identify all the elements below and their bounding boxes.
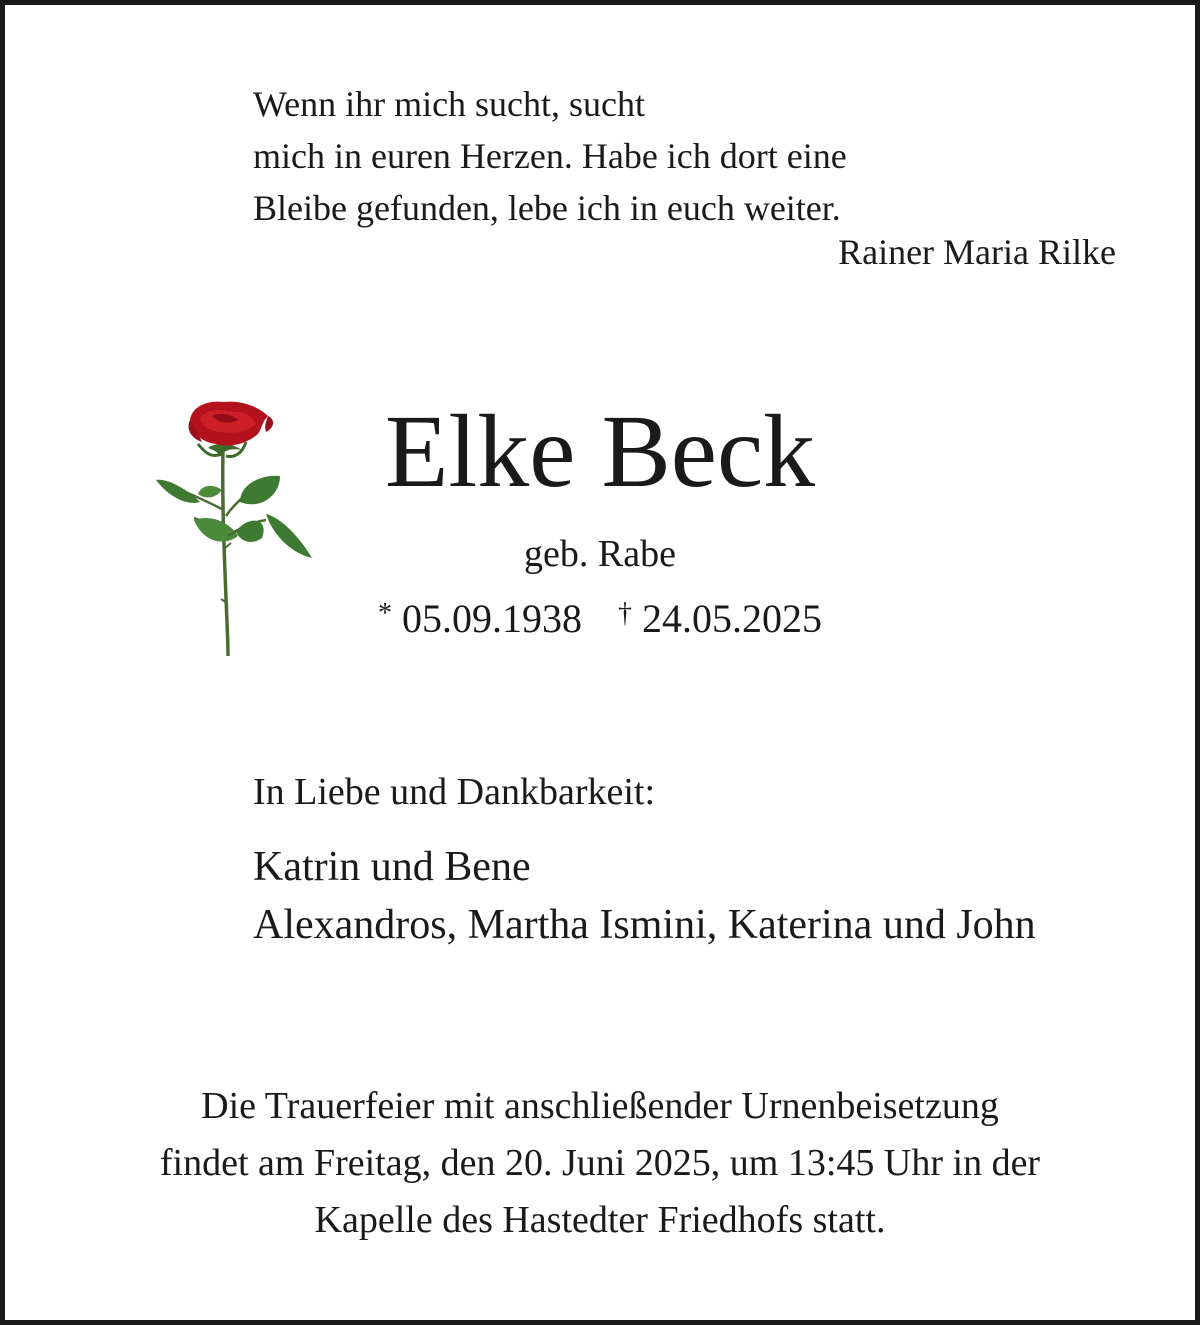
red-rose-icon <box>150 398 320 660</box>
service-line: Die Trauerfeier mit anschließender Urnenbeisetzung <box>201 1085 999 1127</box>
life-dates <box>300 588 900 645</box>
maiden-name: geb. Rabe <box>524 533 676 575</box>
quote-line: mich in euren Herzen. Habe ich dort eine <box>253 136 847 176</box>
funeral-service-info <box>40 1078 1160 1249</box>
deceased-name: Elke Beck <box>384 394 816 509</box>
death-date: 24.05.2025 <box>642 596 822 641</box>
mourners-intro: In Liebe und Dankbarkeit: <box>253 771 656 813</box>
service-line: Kapelle des Hastedter Friedhofs statt. <box>314 1199 886 1241</box>
quote-line: Bleibe gefunden, lebe ich in euch weiter. <box>253 188 841 228</box>
mourners-list <box>253 838 1036 954</box>
mourner-line: Katrin und Bene <box>253 844 531 890</box>
quote-author: Rainer Maria Rilke <box>838 232 1116 272</box>
mourner-line: Alexandros, Martha Ismini, Katerina und John <box>253 902 1036 948</box>
birth-symbol: * <box>378 598 392 629</box>
birth-date: 05.09.1938 <box>402 596 582 641</box>
quote-line: Wenn ihr mich sucht, sucht <box>253 84 646 124</box>
rilke-quote <box>253 78 1133 234</box>
service-line: findet am Freitag, den 20. Juni 2025, um 13:45 Uhr in der <box>159 1142 1041 1184</box>
death-symbol: † <box>618 598 632 629</box>
